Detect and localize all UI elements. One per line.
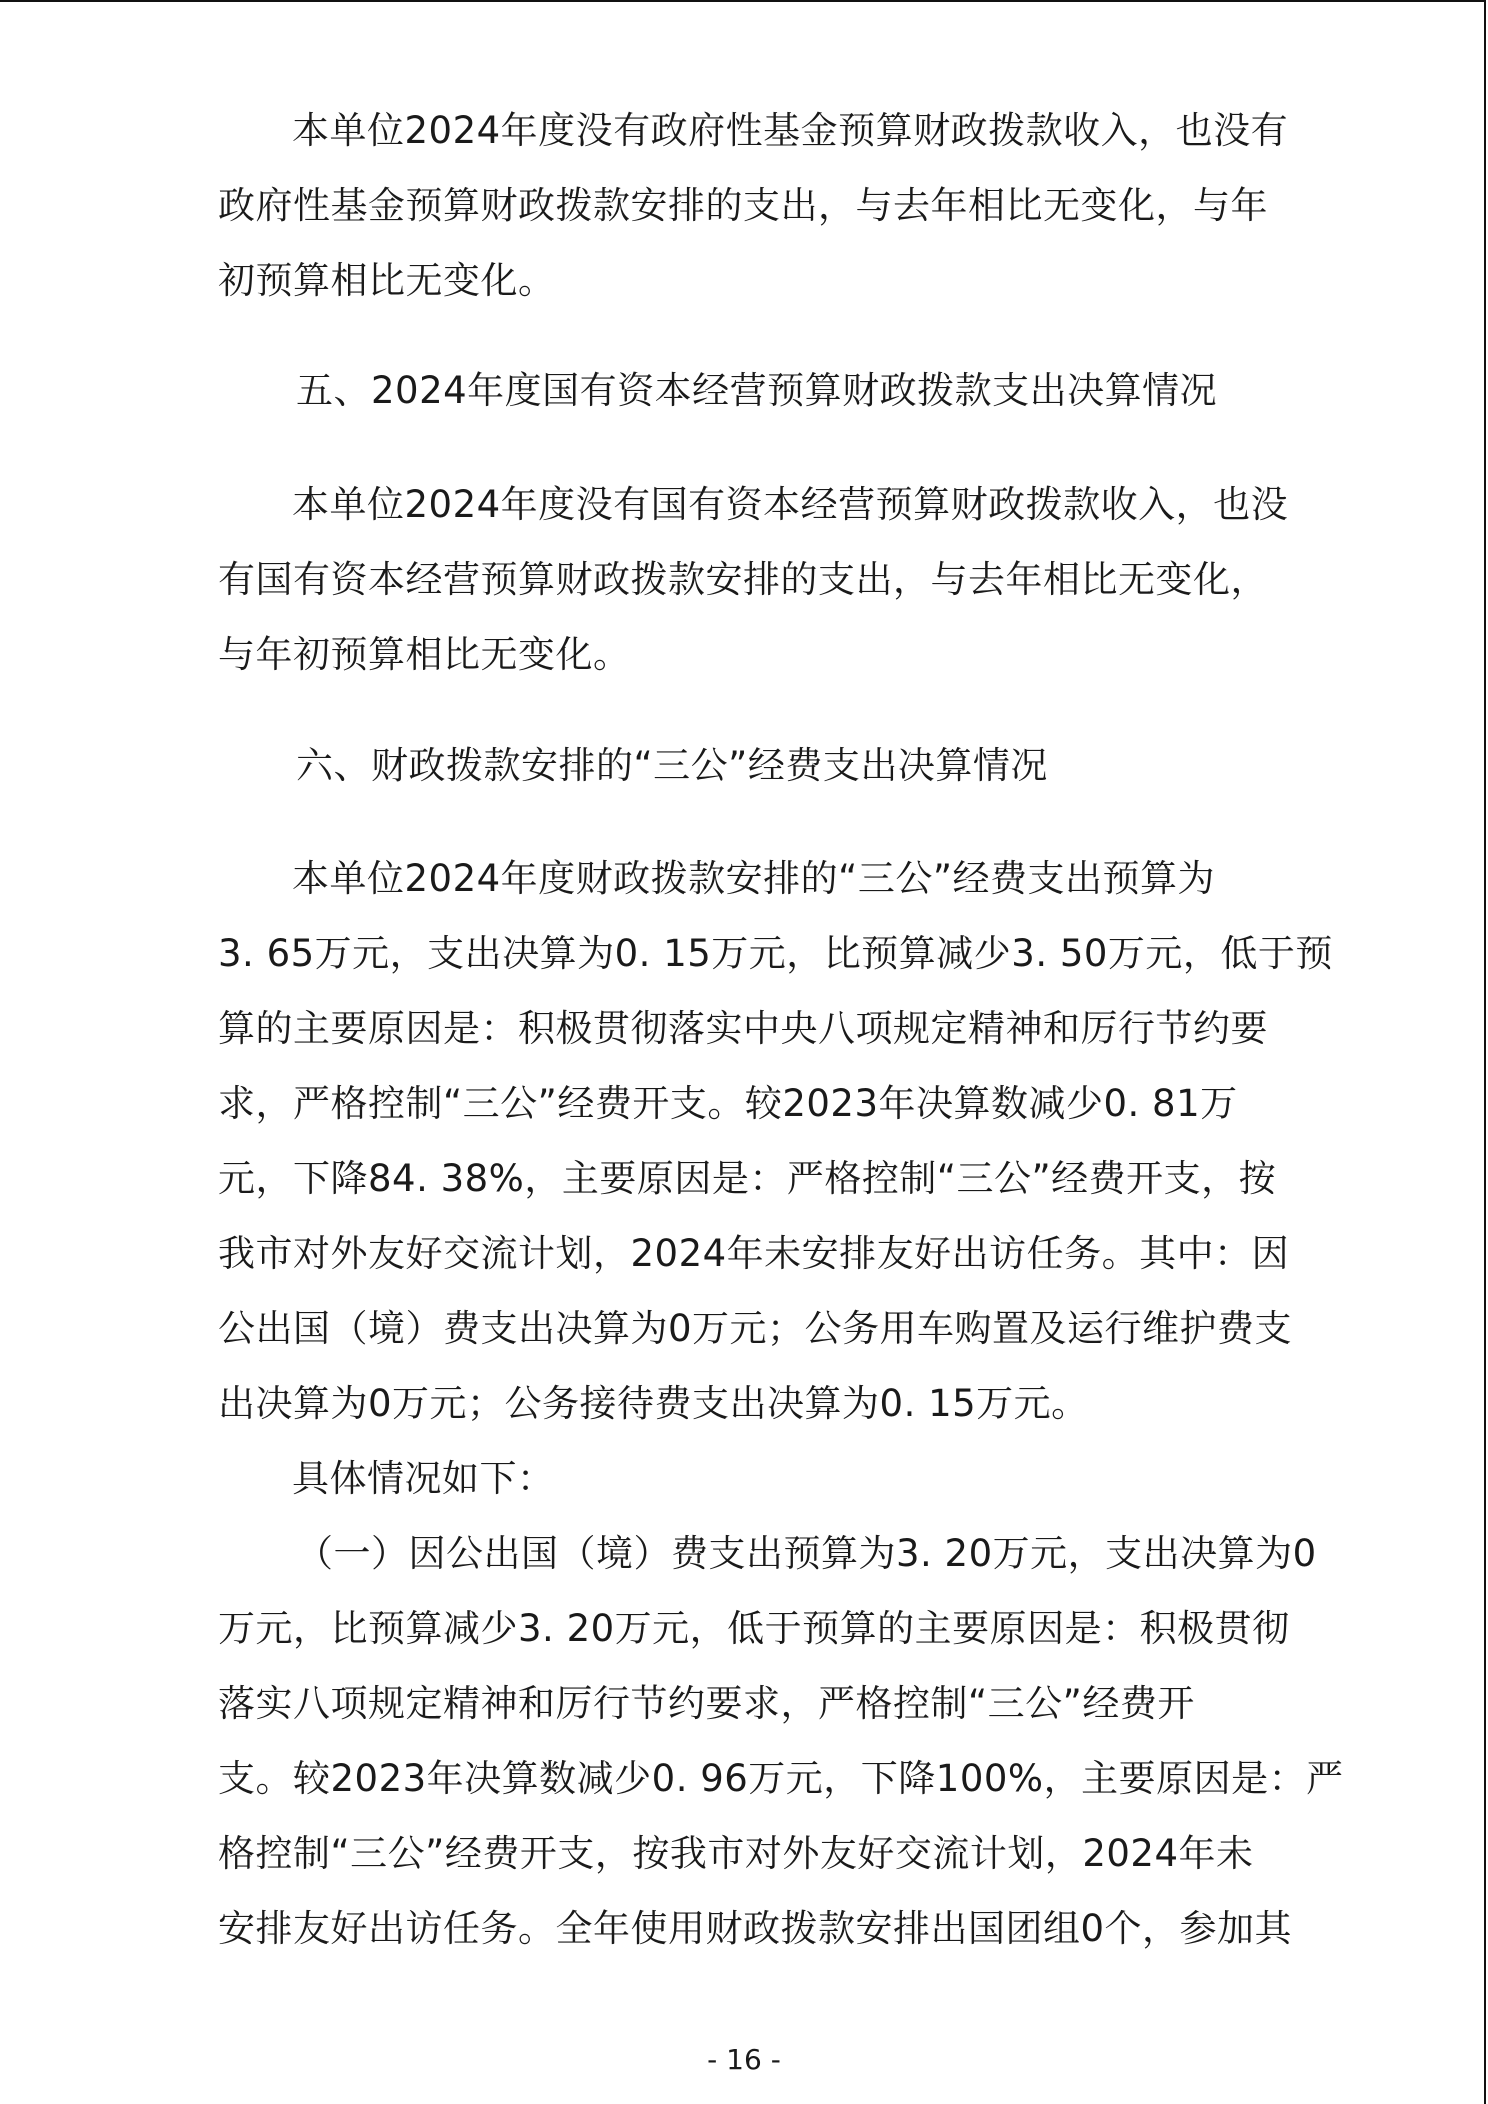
paragraph-line: 格控制“三公”经费开支，按我市对外友好交流计划，2024年未 [218,1832,1254,1875]
paragraph-line: 初预算相比无变化。 [218,259,556,302]
paragraph-line: 出决算为0万元；公务接待费支出决算为0. 15万元。 [218,1382,1089,1425]
paragraph-line: 本单位2024年度财政拨款安排的“三公”经费支出预算为 [292,857,1215,900]
paragraph-line: 与年初预算相比无变化。 [218,633,631,676]
paragraph-line: 支。较2023年决算数减少0. 96万元，下降100%，主要原因是：严 [218,1757,1344,1800]
paragraph-line: （一）因公出国（境）费支出预算为3. 20万元，支出决算为0 [296,1532,1317,1575]
paragraph-line: 公出国（境）费支出决算为0万元；公务用车购置及运行维护费支 [218,1307,1293,1350]
paragraph-line: 具体情况如下： [292,1457,555,1500]
paragraph-line: 我市对外友好交流计划，2024年未安排友好出访任务。其中：因 [218,1232,1290,1275]
paragraph-line: 求，严格控制“三公”经费开支。较2023年决算数减少0. 81万 [218,1082,1238,1125]
paragraph-line: 元，下降84. 38%，主要原因是：严格控制“三公”经费开支，按 [218,1157,1277,1200]
paragraph-line: 本单位2024年度没有国有资本经营预算财政拨款收入，也没 [292,483,1289,526]
paragraph-line: 落实八项规定精神和厉行节约要求，严格控制“三公”经费开 [218,1682,1195,1725]
paragraph-line: 3. 65万元，支出决算为0. 15万元，比预算减少3. 50万元，低于预 [218,932,1333,975]
paragraph-line: 万元，比预算减少3. 20万元，低于预算的主要原因是：积极贯彻 [218,1607,1290,1650]
section-heading: 六、财政拨款安排的“三公”经费支出决算情况 [296,744,1048,787]
paragraph-line: 有国有资本经营预算财政拨款安排的支出，与去年相比无变化， [218,558,1268,601]
section-heading: 五、2024年度国有资本经营预算财政拨款支出决算情况 [296,369,1218,412]
page-number: - 16 - [707,2043,781,2076]
paragraph-line: 安排友好出访任务。全年使用财政拨款安排出国团组0个，参加其 [218,1907,1293,1950]
paragraph-line: 算的主要原因是：积极贯彻落实中央八项规定精神和厉行节约要 [218,1007,1268,1050]
paragraph-line: 本单位2024年度没有政府性基金预算财政拨款收入，也没有 [292,109,1289,152]
paragraph-line: 政府性基金预算财政拨款安排的支出，与去年相比无变化，与年 [218,184,1268,227]
